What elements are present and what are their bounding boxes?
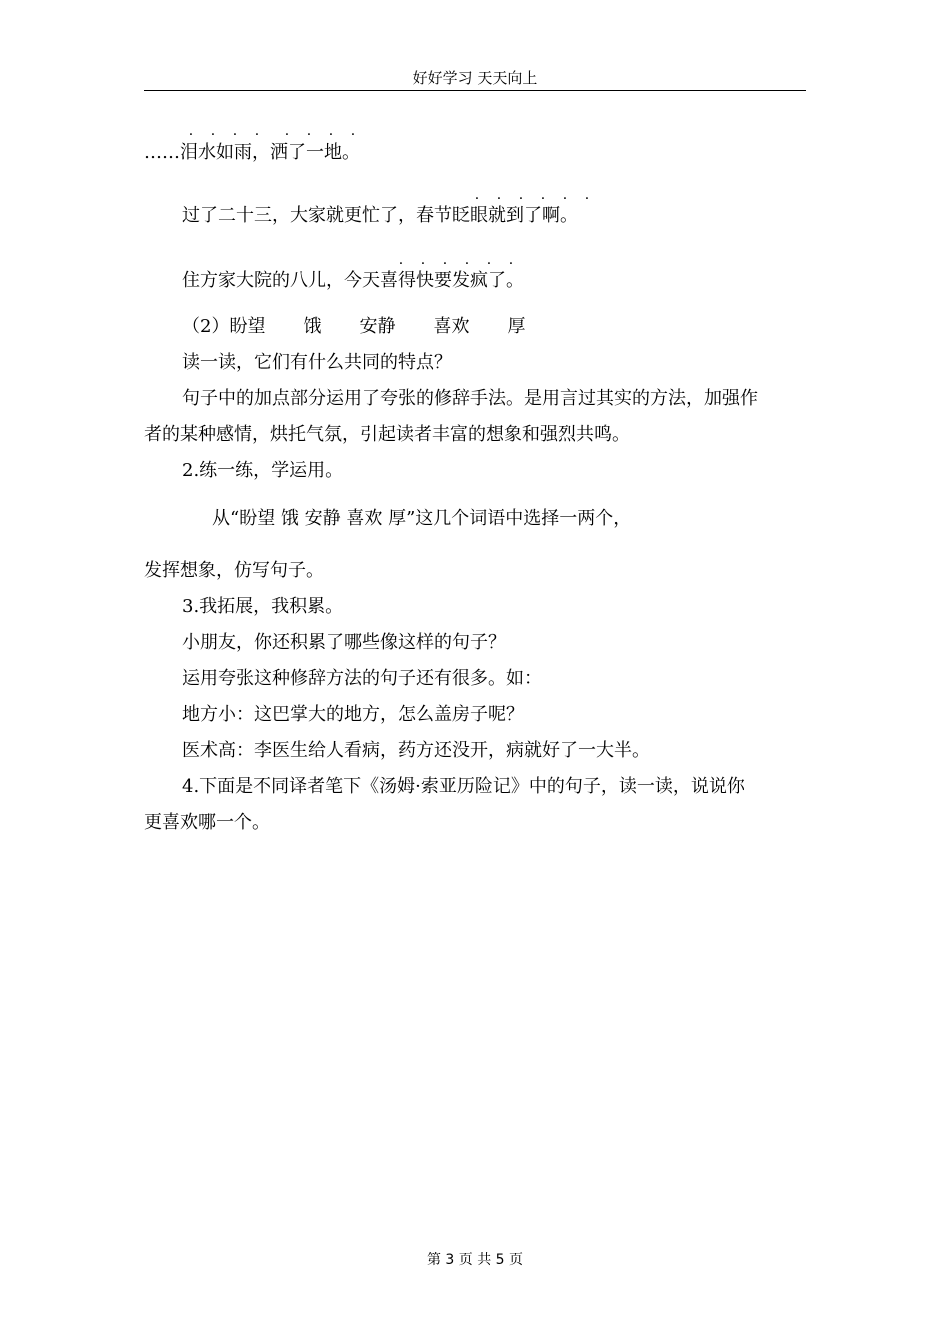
word-item: 盼望 xyxy=(229,316,266,337)
word-list-prefix: （2） xyxy=(182,316,230,337)
text-line: 地方小：这巴掌大的地方，怎么盖房子呢？ xyxy=(182,704,524,725)
text-line: 住方家大院的八儿，今天喜得快要发疯了。 xyxy=(182,270,524,291)
emphasis-dots: · · · · · · xyxy=(474,191,590,207)
emphasis-dots: · · · · · · xyxy=(398,256,514,272)
text-line: 句子中的加点部分运用了夸张的修辞手法。是用言过其实的方法，加强作 xyxy=(182,388,758,409)
text-line: 运用夸张这种修辞方法的句子还有很多。如： xyxy=(182,668,542,689)
section-heading: 3.我拓展，我积累。 xyxy=(182,596,344,617)
page-header xyxy=(144,68,806,91)
word-item: 饿 xyxy=(303,316,322,337)
page-footer xyxy=(0,1249,950,1269)
text-line: 发挥想象，仿写句子。 xyxy=(144,560,324,581)
text-line: 从“盼望 饿 安静 喜欢 厚”这几个词语中选择一两个， xyxy=(212,508,632,529)
text-line: ……泪水如雨，洒了一地。 xyxy=(144,142,360,163)
text-line: 小朋友，你还积累了哪些像这样的句子？ xyxy=(182,632,506,653)
page-number: 第 3 页 共 5 页 xyxy=(426,1252,524,1268)
word-item: 厚 xyxy=(507,316,526,337)
emphasis-dots: · · · · · · · · xyxy=(188,127,356,143)
word-item: 喜欢 xyxy=(433,316,470,337)
text-line: 过了二十三，大家就更忙了，春节眨眼就到了啊。 xyxy=(182,205,578,226)
text-line: 更喜欢哪一个。 xyxy=(144,812,270,833)
text-line: 者的某种感情，烘托气氛，引起读者丰富的想象和强烈共鸣。 xyxy=(144,424,630,445)
header-title: 好好学习 天天向上 xyxy=(412,69,538,87)
section-heading: 2.练一练，学运用。 xyxy=(182,460,344,481)
text-line: 读一读，它们有什么共同的特点？ xyxy=(182,352,452,373)
word-item: 安静 xyxy=(359,316,396,337)
section-heading: 4.下面是不同译者笔下《汤姆·索亚历险记》中的句子，读一读，说说你 xyxy=(182,776,745,797)
text-line: 医术高：李医生给人看病，药方还没开，病就好了一大半。 xyxy=(182,740,650,761)
word-list xyxy=(182,316,844,338)
